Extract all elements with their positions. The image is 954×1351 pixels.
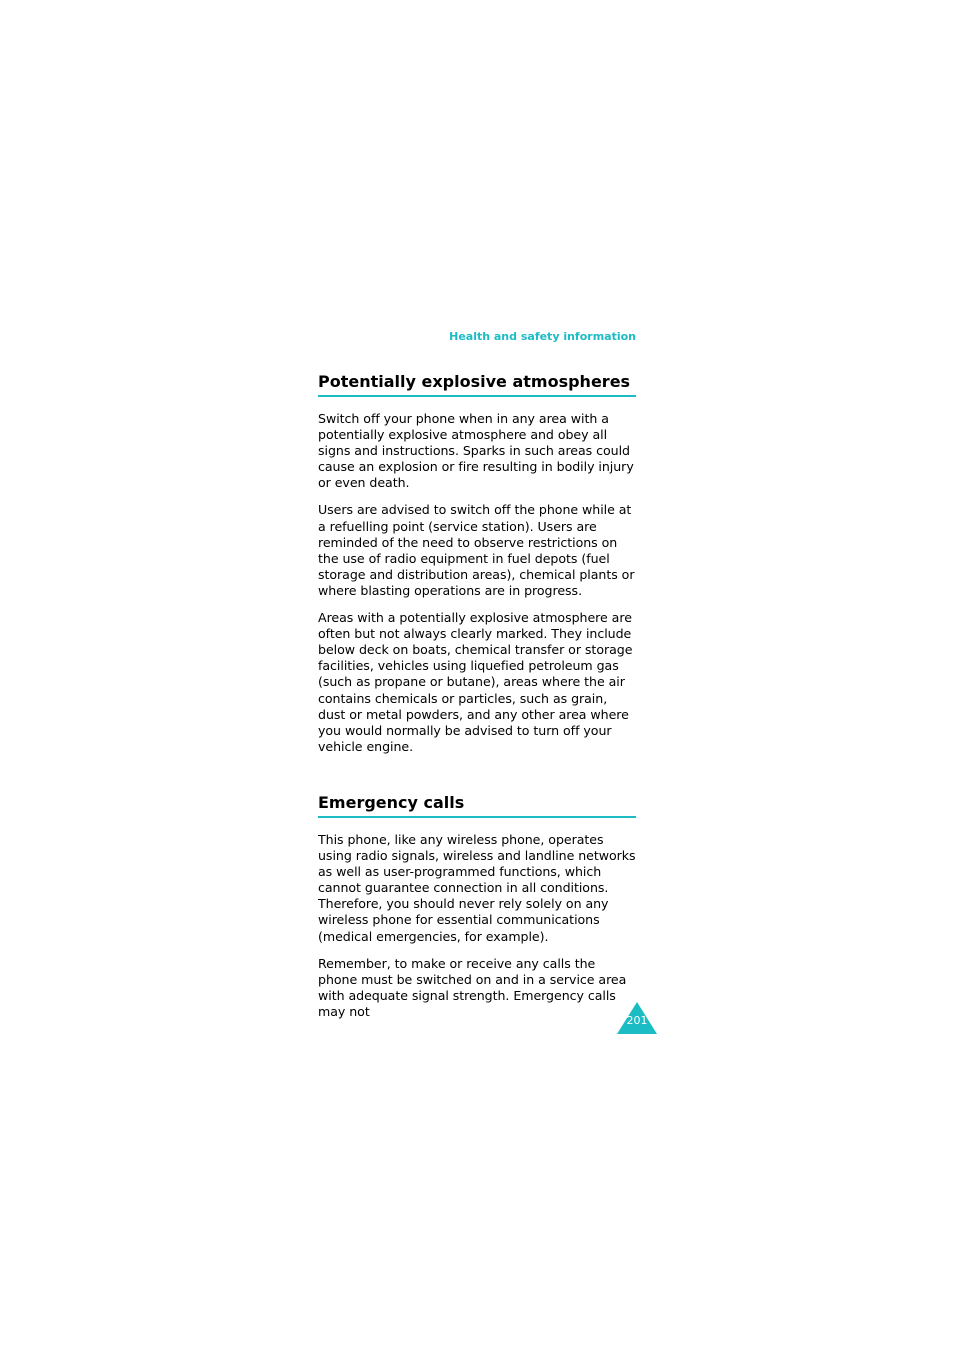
section-emergency-calls (318, 792, 636, 1031)
paragraph: Users are advised to switch off the phone while at a refuelling point (service station). Users are reminded of the need to observe restrictions on the use of radio equipment in fuel depots (fuel storage and distribution areas), chemical plants or where blasting operations are in progress. (318, 502, 635, 598)
section-explosive-atmospheres (318, 371, 636, 766)
running-header: Health and safety information (449, 330, 636, 343)
section-body (318, 411, 636, 755)
paragraph: Remember, to make or receive any calls the phone must be switched on and in a service area with adequate signal strength. Emergency calls may not (318, 955, 627, 1019)
paragraph: Areas with a potentially explosive atmosphere are often but not always clearly marked. They include below deck on boats, chemical transfer or storage facilities, vehicles using liquefied petroleum gas (such as propane or butane), areas where the air contains chemicals or particles, such as grain, dust or metal powders, and any other area where you would normally be advised to turn off your vehicle engine. (318, 610, 633, 754)
page-number-badge (617, 1002, 657, 1034)
page-number: 201 (626, 1014, 648, 1027)
paragraph: This phone, like any wireless phone, operates using radio signals, wireless and landline networks as well as user-programmed functions, which cannot guarantee connection in all conditions. Therefore, you should never rely solely on any wireless phone for essential communications (medical emergencies, for example). (318, 832, 636, 944)
section-title: Potentially explosive atmospheres (318, 371, 636, 397)
section-body (318, 832, 636, 1020)
section-title: Emergency calls (318, 792, 636, 818)
paragraph: Switch off your phone when in any area with a potentially explosive atmosphere and obey all signs and instructions. Sparks in such areas could cause an explosion or fire resulting in bodily injury or even death. (318, 411, 634, 491)
